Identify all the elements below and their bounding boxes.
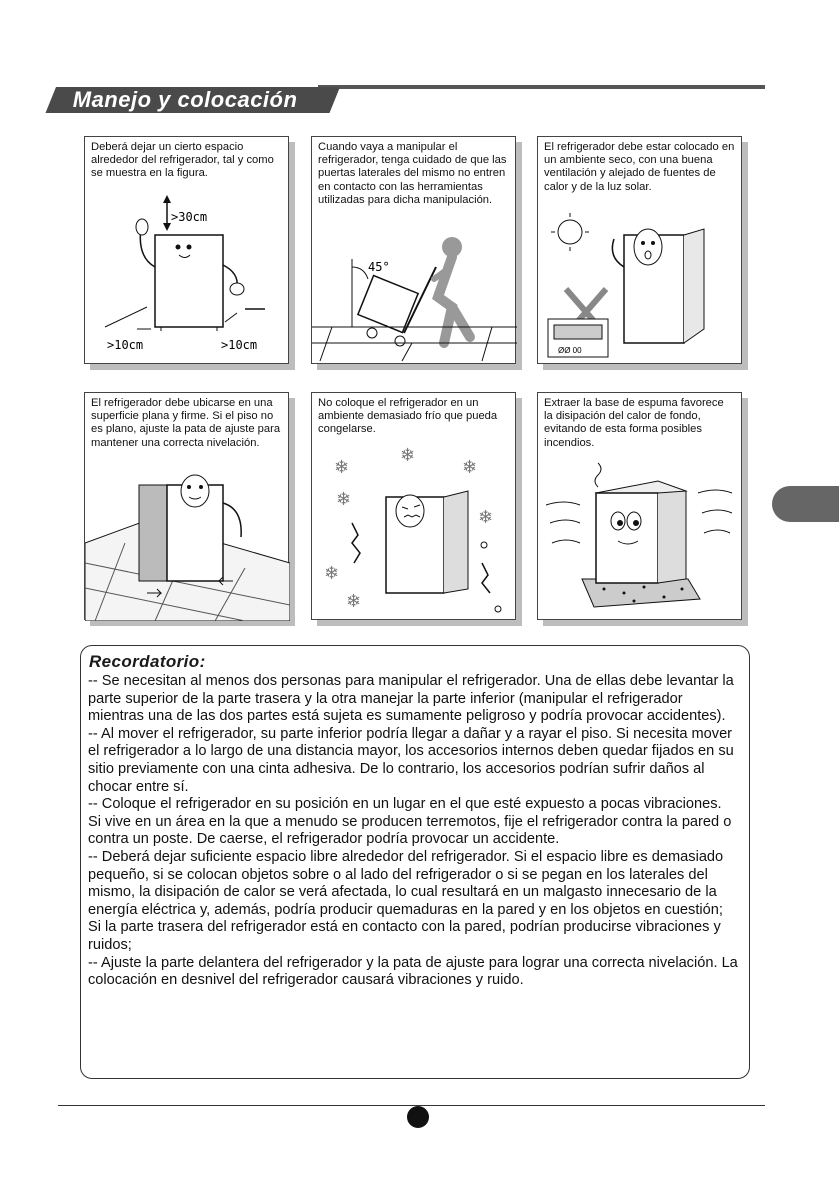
panel-handling [311, 136, 516, 364]
fridge-clearance-illustration [85, 137, 290, 365]
svg-text:❄: ❄ [462, 457, 478, 478]
panel-text: Extraer la base de espuma favorece la disipación del calor de fondo, evitando de esta forma posibles incendios. [544, 397, 724, 449]
panel-text: El refrigerador debe estar colocado en un ambiente seco, con una buena ventilación y alejado de fuentes de calor y de la luz solar. [544, 141, 735, 193]
panel-text: Deberá dejar un cierto espacio alrededor del refrigerador, tal y como se muestra en la figura. [91, 141, 274, 180]
svg-text:❄: ❄ [334, 457, 350, 478]
panel-text: El refrigerador debe ubicarse en una superficie plana y firme. Si el piso no es plano, ajuste la pata de ajuste para mantener una correcta nivelación. [91, 397, 281, 449]
hand-truck-illustration [312, 137, 517, 365]
tilt-angle-label: 45° [368, 260, 390, 274]
stove-knobs-label: ØØ 00 [558, 346, 582, 355]
footer-rule [58, 1105, 765, 1106]
svg-text:❄: ❄ [478, 507, 494, 528]
reminder-title: Recordatorio: [89, 652, 206, 671]
svg-text:❄: ❄ [336, 489, 352, 510]
reminder-paragraph: -- Ajuste la parte delantera del refrigerador y la pata de ajuste para lograr una correcta nivelación. La colocación en desnivel del refrigerador causará vibraciones y ruido. [88, 954, 738, 989]
page-number-marker [407, 1106, 429, 1128]
svg-text:❄: ❄ [324, 563, 340, 584]
header-rule [318, 85, 765, 89]
foam-base-illustration [538, 393, 743, 621]
panel-level-floor [84, 392, 289, 620]
dry-location-illustration [538, 137, 743, 365]
panel-cold-environment [311, 392, 516, 620]
svg-text:❄: ❄ [346, 591, 362, 612]
reminder-paragraph: -- Al mover el refrigerador, su parte inferior podría llegar a dañar y a rayar el piso. Si necesita mover el refrigerador a lo largo de una distancia mayor, los accesorios internos deben quedar fijados en su sitio previamente con una cinta adhesiva. De lo contrario, los accesorios podrían sufrir daños al chocar entre sí. [88, 725, 734, 795]
section-title-banner [45, 87, 340, 113]
section-title: Manejo y colocación [72, 87, 298, 112]
chapter-side-tab [772, 486, 839, 522]
panel-text: No coloque el refrigerador en un ambiente demasiado frío que pueda congelarse. [318, 397, 498, 436]
panel-foam-base [537, 392, 742, 620]
panel-clearance [84, 136, 289, 364]
level-floor-illustration [85, 393, 290, 621]
reminder-body [88, 673, 738, 990]
reminder-paragraph: -- Deberá dejar suficiente espacio libre alrededor del refrigerador. Si el espacio libre es demasiado pequeño, si se colocan objetos sobre o al lado del refrigerador o si se pegan en los laterales del mismo, la disipación de calor se verá afectada, lo cual resultará en un malgasto innecesario de la energía eléctrica y, además, podría producir quemaduras en la pared y en los objetos en cuestión; Si la parte trasera del refrigerador está en contacto con la pared, podrían producirse vibraciones y ruidos; [88, 848, 724, 953]
cold-environment-illustration [312, 393, 517, 621]
right-clearance-label: >10cm [221, 338, 258, 352]
top-clearance-label: >30cm [171, 210, 208, 224]
reminder-box [80, 645, 750, 1079]
reminder-paragraph: -- Coloque el refrigerador en su posición en un lugar en el que esté expuesto a pocas vibraciones. Si vive en un área en la que a menudo se producen terremotos, fije el refrigerador contra la pared o contra un poste. De caerse, el refrigerador podría provocar un accidente. [88, 796, 732, 848]
left-clearance-label: >10cm [107, 338, 144, 352]
panel-dry-location [537, 136, 742, 364]
panel-text: Cuando vaya a manipular el refrigerador, tenga cuidado de que las puertas laterales del mismo no entren en contacto con las herramientas utilizadas para dicha manipulación. [318, 141, 507, 206]
svg-text:❄: ❄ [400, 445, 416, 466]
reminder-paragraph: -- Se necesitan al menos dos personas para manipular el refrigerador. Una de ellas debe levantar la parte superior de la parte trasera y la otra manejar la parte inferior (manipular el refrigerador mientras una de las dos partes está sujeta es sumamente peligroso y podría provocar accidentes). [88, 673, 734, 725]
